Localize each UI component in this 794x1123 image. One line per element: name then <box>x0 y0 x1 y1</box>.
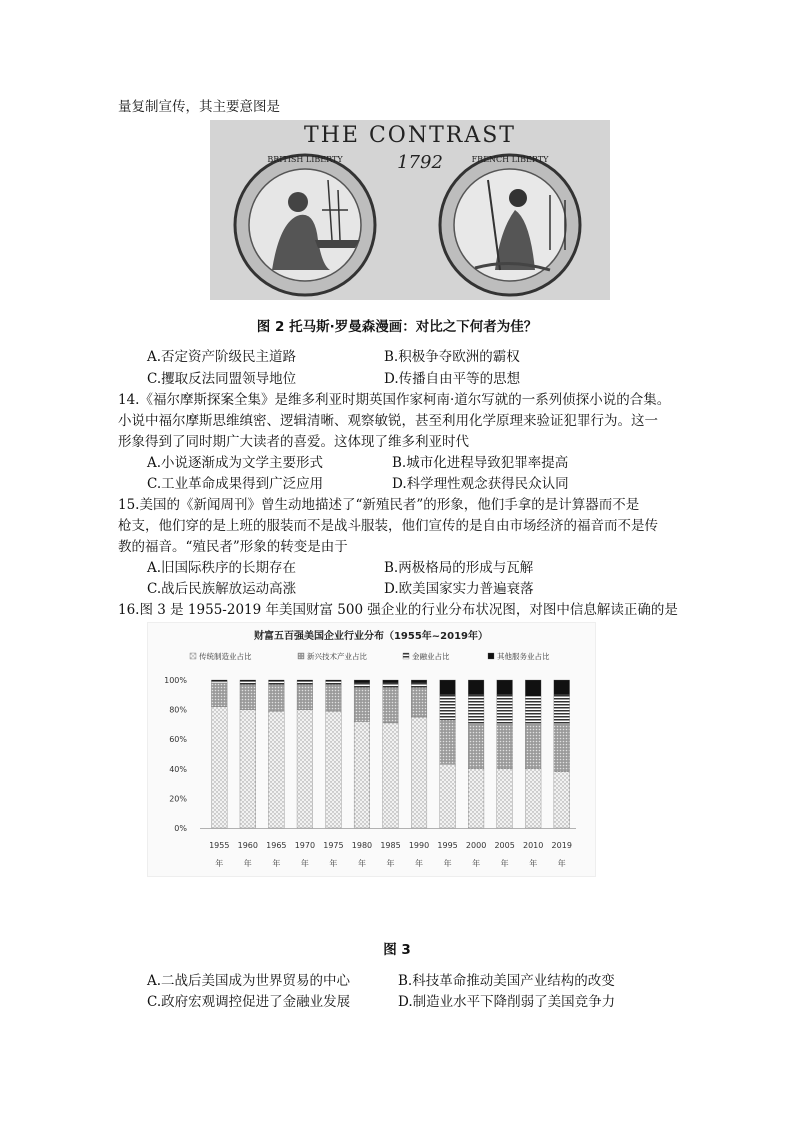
x-tick-year: 1955 <box>209 841 230 850</box>
bar-segment-2-2 <box>268 681 284 684</box>
bar-segment-2-8 <box>440 695 456 720</box>
q14-stem-line1: 14.《福尔摩斯探案全集》是维多利亚时期英国作家柯南·道尔写就的一系列侦探小说的合集。 <box>118 392 671 408</box>
x-tick-unit: 年 <box>272 859 281 868</box>
contrast-cartoon-image <box>210 120 610 300</box>
bar-segment-1-8 <box>440 720 456 764</box>
intro-line: 量复制宣传，其主要意图是 <box>118 99 280 115</box>
bar-segment-1-11 <box>525 724 541 768</box>
industry-distribution-chart <box>147 622 596 877</box>
x-tick-year: 1975 <box>323 841 344 850</box>
british-liberty-label: BRITISH LIBERTY <box>267 155 343 164</box>
bar-segment-3-9 <box>468 680 484 695</box>
q15-option-a: A.旧国际秩序的长期存在 <box>147 560 297 576</box>
bar-segment-0-4 <box>326 711 342 828</box>
bar-segment-2-12 <box>554 695 570 725</box>
bar-segment-2-5 <box>354 683 370 687</box>
x-tick-year: 1960 <box>237 841 258 850</box>
bar-segment-0-11 <box>525 769 541 828</box>
q16-option-c: C.政府宏观调控促进了金融业发展 <box>147 994 351 1010</box>
bar-segment-1-5 <box>354 687 370 721</box>
legend-label-1: 新兴技术产业占比 <box>307 652 367 661</box>
bar-segment-2-1 <box>240 681 256 684</box>
bar-segment-1-2 <box>268 684 284 711</box>
bar-segment-0-0 <box>211 707 227 828</box>
bar-segment-3-10 <box>497 680 513 695</box>
legend-swatch-2 <box>403 653 409 659</box>
bar-segment-2-10 <box>497 695 513 725</box>
x-tick-year: 2005 <box>494 841 515 850</box>
bar-segment-0-7 <box>411 717 427 828</box>
x-tick-unit: 年 <box>443 859 452 868</box>
bar-segment-0-9 <box>468 769 484 828</box>
x-tick-year: 1990 <box>408 841 430 850</box>
chart-legend <box>190 651 550 661</box>
y-tick-label: 0% <box>174 824 187 833</box>
bar-segment-3-4 <box>326 680 342 681</box>
legend-swatch-3 <box>488 653 494 659</box>
bar-segment-1-10 <box>497 724 513 768</box>
q16-stem: 16.图 3 是 1955-2019 年美国财富 500 强企业的行业分布状况图，对图中信息解读正确的是 <box>118 602 678 618</box>
q15-stem-line1: 15.美国的《新闻周刊》曾生动地描述了“新殖民者”的形象，他们手拿的是计算器而不是 <box>118 497 640 513</box>
french-liberty-label: FRENCH LIBERTY <box>471 155 549 164</box>
y-tick-label: 40% <box>169 764 187 774</box>
bar-segment-0-6 <box>383 723 399 828</box>
x-tick-unit: 年 <box>357 859 366 868</box>
bar-segment-0-3 <box>297 710 313 828</box>
x-tick-unit: 年 <box>329 859 338 868</box>
q13-option-b: B.积极争夺欧洲的霸权 <box>384 349 520 365</box>
legend-swatch-1 <box>298 653 304 659</box>
q14-option-a: A.小说逐渐成为文学主要形式 <box>147 455 324 471</box>
q13-option-d: D.传播自由平等的思想 <box>384 371 521 387</box>
bar-segment-1-4 <box>326 684 342 711</box>
x-tick-unit: 年 <box>529 859 538 868</box>
bar-segment-3-1 <box>240 680 256 681</box>
y-tick-label: 20% <box>169 794 187 804</box>
q16-option-a: A.二战后美国成为世界贸易的中心 <box>147 973 351 989</box>
legend-label-0: 传统制造业占比 <box>199 652 252 661</box>
chart-title: 财富五百强美国企业行业分布（1955年~2019年） <box>253 631 489 642</box>
x-tick-year: 2019 <box>551 841 572 850</box>
q15-option-b: B.两极格局的形成与瓦解 <box>384 560 534 576</box>
x-tick-year: 1965 <box>266 841 287 850</box>
q13-option-c: C.攫取反法同盟领导地位 <box>147 371 297 387</box>
x-tick-unit: 年 <box>300 859 309 868</box>
q15-stem-line2: 枪支，他们穿的是上班的服装而不是战斗服装，他们宣传的是自由市场经济的福音而不是传 <box>118 518 658 534</box>
q14-option-c: C.工业革命成果得到广泛应用 <box>147 476 324 492</box>
bar-segment-3-2 <box>268 680 284 681</box>
bar-segment-3-3 <box>297 680 313 681</box>
q15-stem-line3: 教的福音。“殖民者”形象的转变是由于 <box>118 539 348 555</box>
bar-segment-0-1 <box>240 710 256 828</box>
q14-stem-line2: 小说中福尔摩斯思维缜密、逻辑清晰、观察敏锐，甚至利用化学原理来验证犯罪行为。这一 <box>118 413 658 429</box>
x-tick-year: 1995 <box>437 841 458 850</box>
bar-segment-1-0 <box>211 683 227 707</box>
bar-segment-3-8 <box>440 680 456 695</box>
bar-segment-2-7 <box>411 683 427 687</box>
q16-option-b: B.科技革命推动美国产业结构的改变 <box>398 973 615 989</box>
bar-segment-1-6 <box>383 687 399 723</box>
legend-label-2: 金融业占比 <box>412 652 450 661</box>
x-tick-year: 1985 <box>380 841 401 850</box>
x-tick-unit: 年 <box>215 859 224 868</box>
bar-segment-3-0 <box>211 680 227 681</box>
x-tick-unit: 年 <box>243 859 252 868</box>
figure-2-caption: 图 2 托马斯·罗曼森漫画：对比之下何者为佳？ <box>256 319 538 335</box>
bar-segment-2-9 <box>468 695 484 725</box>
y-tick-label: 80% <box>169 705 187 715</box>
legend-swatch-0 <box>190 653 196 659</box>
x-tick-unit: 年 <box>415 859 424 868</box>
bar-segment-2-3 <box>297 681 313 684</box>
cartoon-year: 1792 <box>397 152 443 173</box>
x-tick-year: 1970 <box>294 841 316 850</box>
bar-segment-1-9 <box>468 724 484 768</box>
british-liberty-medal <box>235 155 375 295</box>
q13-option-a: A.否定资产阶级民主道路 <box>147 349 297 365</box>
x-tick-year: 2010 <box>523 841 544 850</box>
bar-segment-1-12 <box>554 724 570 771</box>
bar-segment-0-12 <box>554 772 570 828</box>
figure-3-caption: 图 3 <box>383 942 411 958</box>
bar-segment-2-4 <box>326 681 342 684</box>
x-tick-unit: 年 <box>386 859 395 868</box>
x-tick-year: 1980 <box>351 841 373 850</box>
x-tick-unit: 年 <box>557 859 566 868</box>
bar-segment-3-5 <box>354 680 370 683</box>
y-tick-label: 100% <box>164 676 187 685</box>
bar-segment-1-7 <box>411 687 427 717</box>
french-liberty-medal <box>440 155 580 295</box>
q15-option-d: D.欧美国家实力普遍衰落 <box>384 581 534 597</box>
q14-stem-line3: 形象得到了同时期广大读者的喜爱。这体现了维多利亚时代 <box>118 434 469 450</box>
bar-segment-3-11 <box>525 680 541 696</box>
bar-segment-1-3 <box>297 684 313 709</box>
bar-segment-3-7 <box>411 680 427 683</box>
legend-label-3: 其他服务业占比 <box>497 652 550 661</box>
bar-segment-2-11 <box>525 696 541 724</box>
bar-segment-3-12 <box>554 680 570 695</box>
bar-segment-0-10 <box>497 769 513 828</box>
bar-segment-2-0 <box>211 681 227 682</box>
bar-segment-0-2 <box>268 711 284 828</box>
x-tick-unit: 年 <box>472 859 481 868</box>
x-tick-year: 2000 <box>465 841 487 850</box>
bar-segment-0-5 <box>354 721 370 828</box>
cartoon-title: THE CONTRAST <box>304 123 516 148</box>
x-tick-unit: 年 <box>500 859 509 868</box>
y-tick-label: 60% <box>169 735 187 745</box>
q14-option-d: D.科学理性观念获得民众认同 <box>392 476 569 492</box>
bar-segment-2-6 <box>383 683 399 687</box>
bar-segment-3-6 <box>383 680 399 683</box>
bar-segment-0-8 <box>440 764 456 828</box>
bar-segment-1-1 <box>240 684 256 709</box>
q14-option-b: B.城市化进程导致犯罪率提高 <box>392 455 569 471</box>
q16-option-d: D.制造业水平下降削弱了美国竞争力 <box>398 994 616 1010</box>
q15-option-c: C.战后民族解放运动高涨 <box>147 581 297 597</box>
